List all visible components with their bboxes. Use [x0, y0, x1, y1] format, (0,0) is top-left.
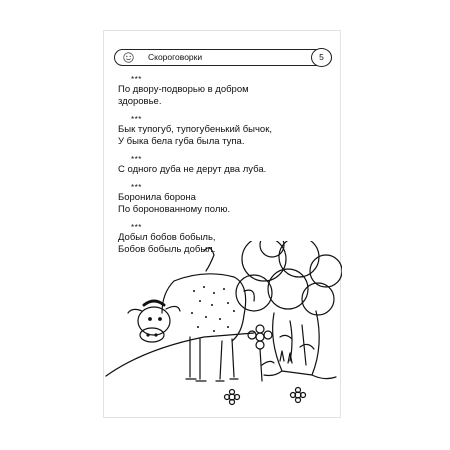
smiley-icon — [123, 52, 134, 63]
tongue-twisters — [118, 77, 328, 265]
poem-line: По боронованному полю. — [118, 204, 231, 215]
poem-line: По двору-подворью в добром — [118, 84, 249, 95]
page-number: 5 — [311, 48, 332, 67]
stars-divider: *** — [131, 223, 142, 232]
bull-icon — [128, 248, 254, 381]
stars-divider: *** — [131, 183, 142, 192]
poem — [118, 77, 328, 108]
poem-line: Боронила борона — [118, 192, 196, 203]
poem — [118, 117, 328, 148]
chapter-header — [114, 49, 332, 66]
poem — [118, 185, 328, 216]
stars-divider: *** — [131, 115, 142, 124]
bull-and-tree-illustration — [104, 241, 342, 417]
poem — [118, 157, 328, 176]
stars-divider: *** — [131, 155, 142, 164]
poem-line: Добыл бобов бобыль, — [118, 232, 216, 243]
poem-line: здоровье. — [118, 96, 162, 107]
book-page — [103, 30, 341, 418]
poem-line: С одного дуба не дерут два луба. — [118, 164, 267, 175]
poem-line: У быка бела губа была тупа. — [118, 136, 245, 147]
flower-icon — [291, 388, 306, 403]
flower-icon — [225, 390, 240, 405]
poem-line: Бобов бобыль добыл. — [118, 244, 216, 255]
stars-divider: *** — [131, 75, 142, 84]
chapter-title: Скороговорки — [148, 52, 203, 62]
poem-line: Бык тупогуб, тупогубенький бычок, — [118, 124, 273, 135]
